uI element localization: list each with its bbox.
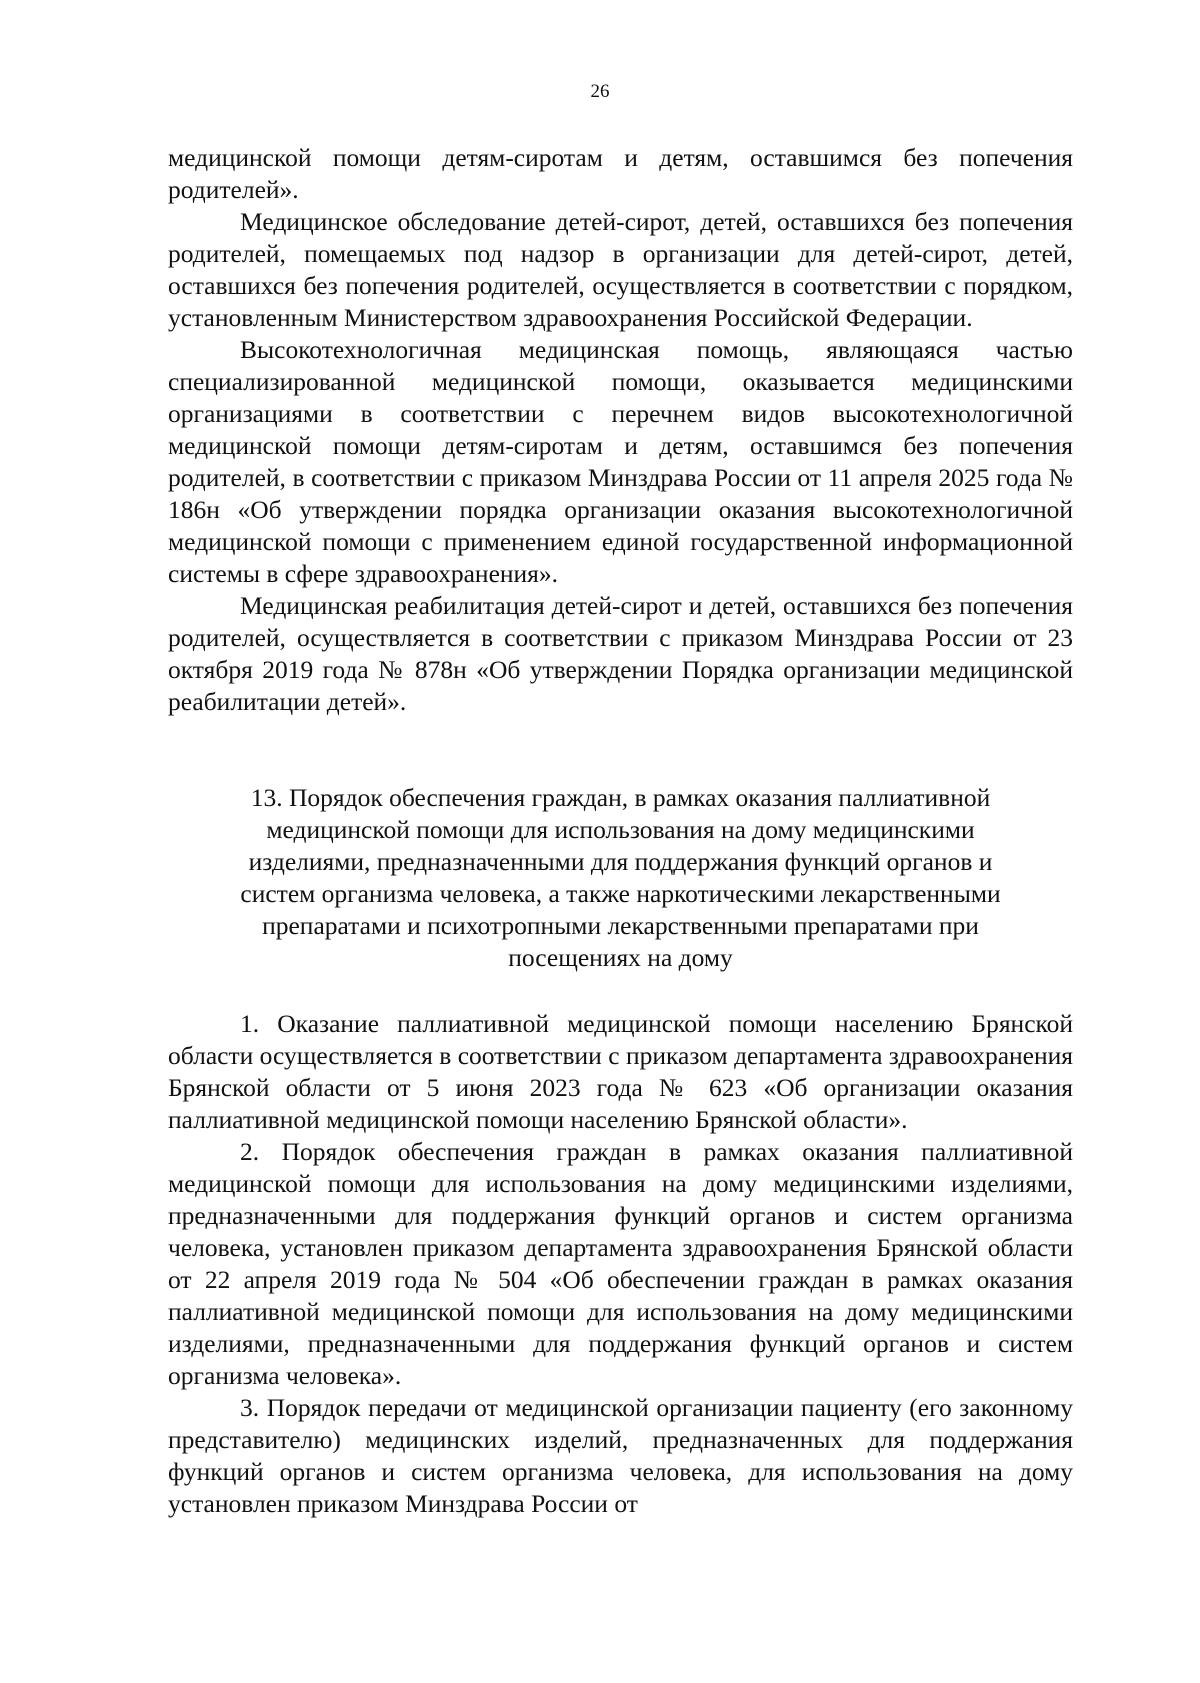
heading-line: систем организма человека, а также наркотическими лекарственными bbox=[240, 879, 1001, 908]
section-text-block bbox=[168, 1008, 1073, 1520]
heading-line: 13. Порядок обеспечения граждан, в рамках оказания паллиативной bbox=[250, 783, 991, 812]
heading-line: изделиями, предназначенными для поддержания функций органов и bbox=[248, 847, 993, 876]
section-item-2: 2. Порядок обеспечения граждан в рамках оказания паллиативной медицинской помощи для использования на дому медицинскими изделиями, предназначенными для поддержания функций органов и систем организма человека, установлен приказом департамента здравоохранения Брянской области от 22 апреля 2019 года № 504 «Об обеспечении граждан в рамках оказания паллиативной медицинской помощи для использования на дому медицинскими изделиями, предназначенными для поддержания функций органов и систем организма человека». bbox=[168, 1137, 1073, 1390]
top-text-block bbox=[168, 142, 1073, 718]
section-item-3: 3. Порядок передачи от медицинской организации пациенту (его законному представителю) медицинских изделий, предназначенных для поддержания функций органов и систем организма человека, для использования на дому установлен приказом Минздрава России от bbox=[168, 1393, 1073, 1518]
heading-line: посещениях на дому bbox=[508, 943, 733, 972]
paragraph-continuation: медицинской помощи детям-сиротам и детям, оставшимся без попечения родителей». bbox=[168, 143, 1073, 204]
paragraph-medical-examination: Медицинское обследование детей-сирот, детей, оставшихся без попечения родителей, помещаемых под надзор в организации для детей-сирот, детей, оставшихся без попечения родителей, осуществляется в соответствии с порядком, установленным Министерством здравоохранения Российской Федерации. bbox=[168, 207, 1073, 332]
paragraph-high-tech-care: Высокотехнологичная медицинская помощь, являющаяся частью специализированной медицинской помощи, оказывается медицинскими организациями в соответствии с перечнем видов высокотехнологичной медицинской помощи детям-сиротам и детям, оставшимся без попечения родителей, в соответствии с приказом Минздрава России от 11 апреля 2025 года № 186н «Об утверждении порядка организации оказания высокотехнологичной медицинской помощи с применением единой государственной информационной системы в сфере здравоохранения». bbox=[168, 335, 1073, 588]
section-heading bbox=[168, 782, 1073, 974]
heading-line: препаратами и психотропными лекарственными препаратами при bbox=[262, 911, 979, 940]
section-item-1: 1. Оказание паллиативной медицинской помощи населению Брянской области осуществляется в соответствии с приказом департамента здравоохранения Брянской области от 5 июня 2023 года № 623 «Об организации оказания паллиативной медицинской помощи населению Брянской области». bbox=[168, 1009, 1073, 1134]
heading-line: медицинской помощи для использования на дому медицинскими bbox=[266, 815, 975, 844]
paragraph-rehabilitation: Медицинская реабилитация детей-сирот и детей, оставшихся без попечения родителей, осуществляется в соответствии с приказом Минздрава России от 23 октября 2019 года № 878н «Об утверждении Порядка организации медицинской реабилитации детей». bbox=[168, 591, 1073, 716]
page-number: 26 bbox=[590, 81, 610, 102]
